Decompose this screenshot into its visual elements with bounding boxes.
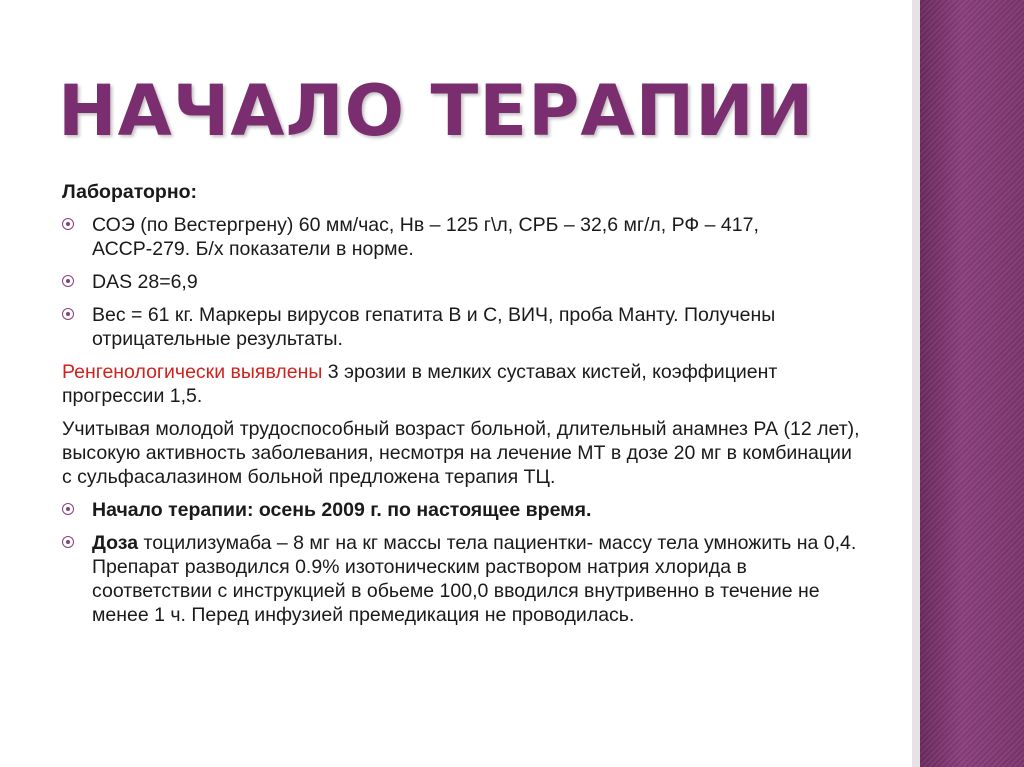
- xray-highlight: Ренгенологически выявлены: [62, 361, 323, 383]
- lab-heading: Лабораторно:: [62, 181, 198, 203]
- bullet-item: [62, 531, 862, 627]
- slide-title: НАЧАЛО ТЕРАПИИ: [58, 70, 815, 152]
- side-bar-texture: [920, 0, 1024, 767]
- side-stripe: [912, 0, 920, 767]
- therapy-start: Начало терапии: осень 2009 г. по настоящее время.: [92, 499, 592, 521]
- dose-text: тоцилизумаба – 8 мг на кг массы тела пациентки- массу тела умножить на 0,4. Препарат разводился 0.9% изотоническим раствором натрия хлорида в соответствии с инструкцией в обьеме 100,0 вводился внутривенно в течение не менее 1 ч. Перед инфузией премедикация не проводилась.: [92, 532, 857, 626]
- bullet-circle-icon: [62, 275, 74, 287]
- xray-paragraph: [62, 360, 862, 408]
- bullet-item: [62, 270, 862, 294]
- xray-text: 3 эрозии в мелких суставах кистей, коэффициент прогрессии 1,5.: [62, 361, 778, 407]
- therapy-rationale: Учитывая молодой трудоспособный возраст больной, длительный анамнез РА (12 лет), высокую активность заболевания, несмотря на лечение МТ в дозе 20 мг в комбинации с сульфасалазином больной предложена терапия ТЦ.: [62, 418, 860, 488]
- bullet-circle-icon: [62, 536, 74, 548]
- bullet-text: СОЭ (по Вестергрену) 60 мм/час, Нв – 125 г\л, СРБ – 32,6 мг/л, РФ – 417, АССР-279. Б/х показатели в норме.: [92, 214, 759, 260]
- bullet-text: Вес = 61 кг. Маркеры вирусов гепатита В и С, ВИЧ, проба Манту. Получены отрицательные результаты.: [92, 304, 776, 350]
- bullet-circle-icon: [62, 308, 74, 320]
- dose-label: Доза: [92, 532, 139, 554]
- bullet-item: [62, 303, 862, 351]
- bullet-circle-icon: [62, 503, 74, 515]
- bullet-item: [62, 213, 862, 261]
- bullet-circle-icon: [62, 218, 74, 230]
- slide-content: [62, 180, 862, 636]
- bullet-text: DAS 28=6,9: [92, 271, 198, 293]
- bullet-item: [62, 498, 862, 522]
